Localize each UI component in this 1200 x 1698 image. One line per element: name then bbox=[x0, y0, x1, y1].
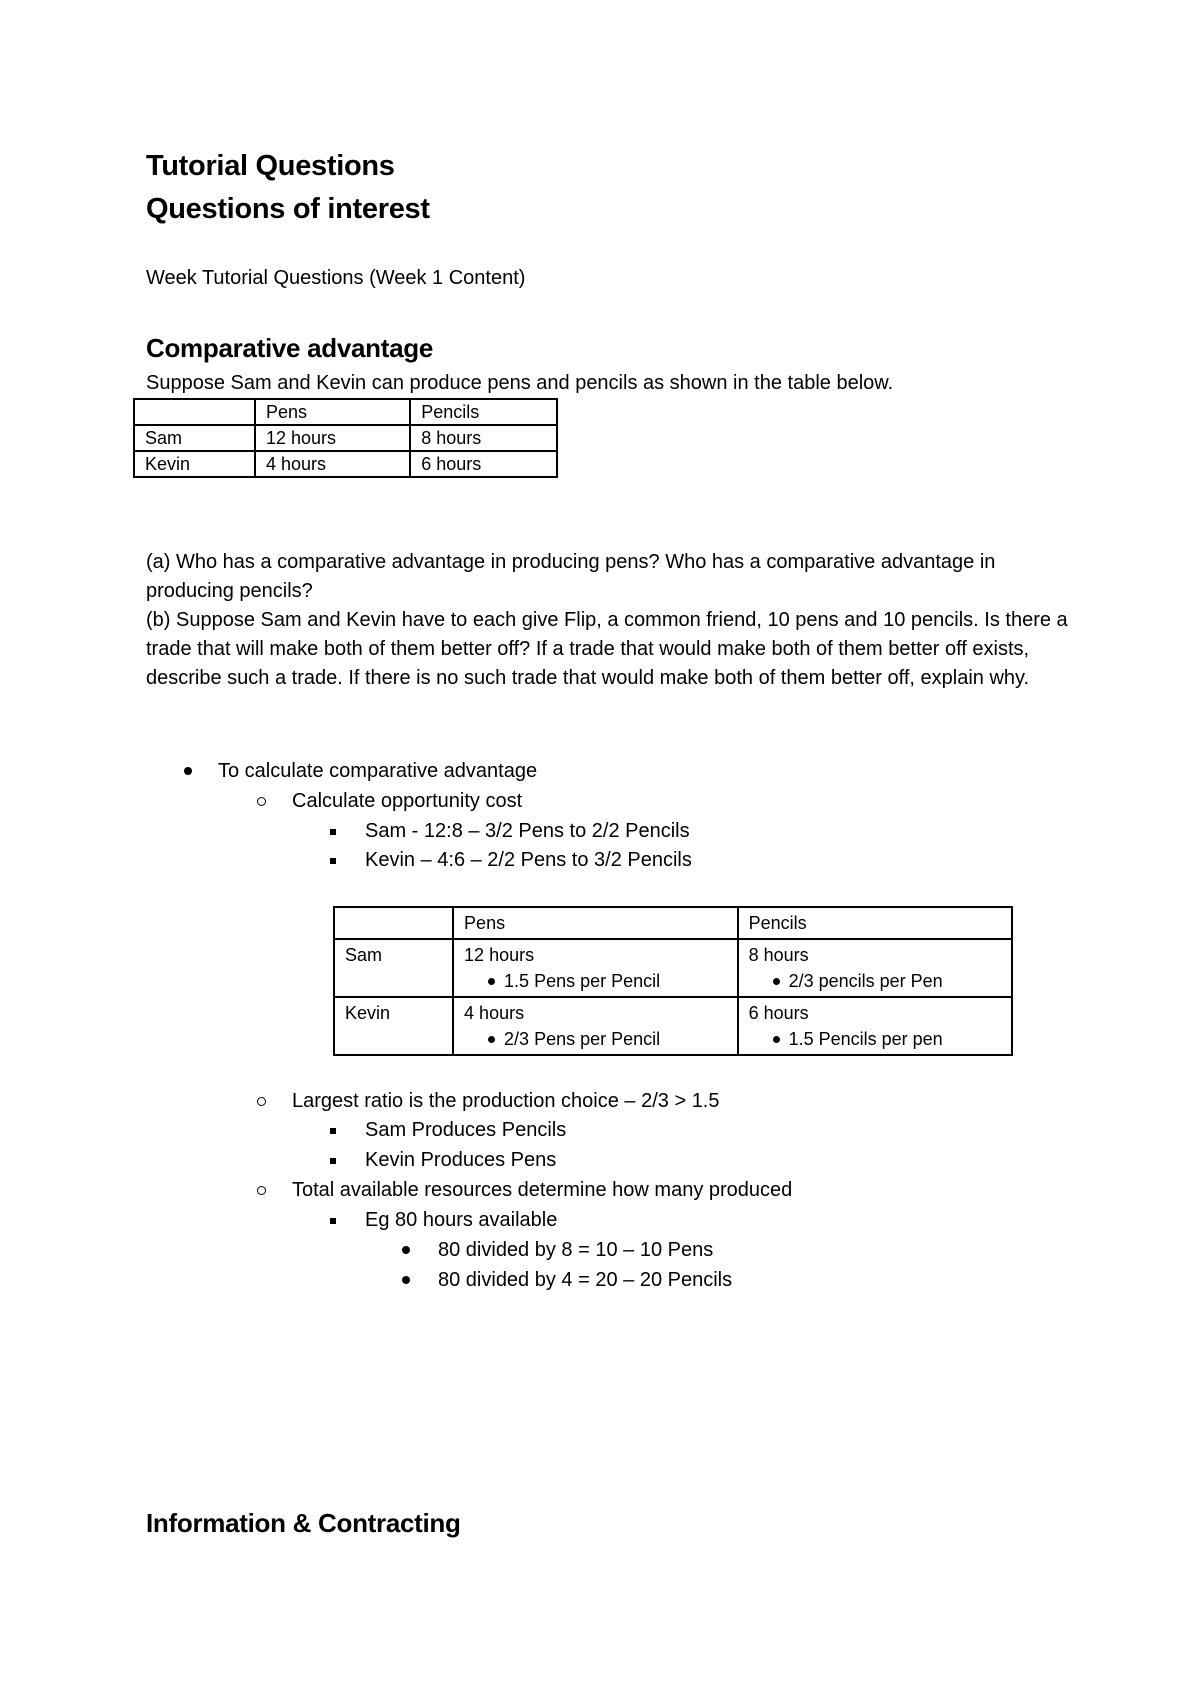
table-header-row bbox=[334, 907, 1012, 939]
table-cell: Sam bbox=[334, 939, 453, 997]
bullet-circle-icon bbox=[257, 797, 266, 806]
question-b: (b) Suppose Sam and Kevin have to each give Flip, a common friend, 10 pens and 10 pencils. Is there a trade that will make both of them better off? If a trade that would make both of them better off exists, describe such a trade. If there is no such trade that would make both of them better off, explain why. bbox=[146, 609, 1068, 689]
section-heading-information: Information & Contracting bbox=[146, 1508, 461, 1538]
table-cell bbox=[738, 939, 1012, 997]
table-cell: 4 hours bbox=[255, 451, 410, 477]
table-row bbox=[334, 997, 1012, 1055]
table-header-cell bbox=[134, 399, 255, 425]
bullet-disc-icon bbox=[402, 1276, 410, 1284]
cell-note: 2/3 Pens per Pencil bbox=[464, 1026, 727, 1052]
cell-hours: 8 hours bbox=[748, 945, 809, 965]
note-level3: Eg 80 hours available bbox=[365, 1209, 558, 1231]
cell-hours: 4 hours bbox=[464, 1003, 525, 1023]
table-row bbox=[334, 939, 1012, 997]
table-cell: 8 hours bbox=[410, 425, 557, 451]
table-header-cell: Pens bbox=[255, 399, 410, 425]
table-header-cell bbox=[334, 907, 453, 939]
table-cell: Sam bbox=[134, 425, 255, 451]
week-line: Week Tutorial Questions (Week 1 Content) bbox=[146, 267, 526, 289]
hours-table bbox=[133, 398, 558, 478]
note-level1: To calculate comparative advantage bbox=[218, 760, 538, 782]
note-level3: Kevin – 4:6 – 2/2 Pens to 3/2 Pencils bbox=[365, 849, 692, 871]
table-header-cell: Pencils bbox=[738, 907, 1012, 939]
bullet-square-icon bbox=[330, 1128, 336, 1134]
bullet-circle-icon bbox=[257, 1097, 266, 1106]
note-level2: Calculate opportunity cost bbox=[292, 790, 523, 812]
cell-note: 2/3 pencils per Pen bbox=[749, 968, 1001, 994]
table-cell: Kevin bbox=[134, 451, 255, 477]
table-cell bbox=[738, 997, 1012, 1055]
table-row bbox=[134, 425, 557, 451]
note-level3: Sam Produces Pencils bbox=[365, 1119, 567, 1141]
question-a: (a) Who has a comparative advantage in producing pens? Who has a comparative advantage in producing pencils? bbox=[146, 551, 996, 602]
table-cell: Kevin bbox=[334, 997, 453, 1055]
table-cell: 12 hours bbox=[255, 425, 410, 451]
table-header-row bbox=[134, 399, 557, 425]
note-level4: 80 divided by 4 = 20 – 20 Pencils bbox=[438, 1269, 733, 1291]
cell-hours: 6 hours bbox=[748, 1003, 809, 1023]
bullet-disc-icon bbox=[184, 767, 192, 775]
page-subtitle: Questions of interest bbox=[146, 193, 430, 225]
note-level4: 80 divided by 8 = 10 – 10 Pens bbox=[438, 1239, 714, 1261]
table-cell bbox=[453, 997, 738, 1055]
bullet-square-icon bbox=[330, 858, 336, 864]
cell-note: 1.5 Pencils per pen bbox=[749, 1026, 1001, 1052]
section-intro: Suppose Sam and Kevin can produce pens and pencils as shown in the table below. bbox=[146, 372, 894, 394]
bullet-circle-icon bbox=[257, 1186, 266, 1195]
section-heading-comparative: Comparative advantage bbox=[146, 333, 434, 363]
note-level3: Sam - 12:8 – 3/2 Pens to 2/2 Pencils bbox=[365, 820, 690, 842]
table-row bbox=[134, 451, 557, 477]
table-cell: 6 hours bbox=[410, 451, 557, 477]
note-level2: Largest ratio is the production choice – 2/3 > 1.5 bbox=[292, 1090, 720, 1112]
bullet-square-icon bbox=[330, 1218, 336, 1224]
table-header-cell: Pens bbox=[453, 907, 738, 939]
opportunity-cost-table bbox=[333, 906, 1013, 1056]
cell-hours: 12 hours bbox=[464, 945, 535, 965]
note-level2: Total available resources determine how many produced bbox=[292, 1179, 793, 1201]
table-header-cell: Pencils bbox=[410, 399, 557, 425]
bullet-square-icon bbox=[330, 829, 336, 835]
bullet-disc-icon bbox=[402, 1246, 410, 1254]
table-cell bbox=[453, 939, 738, 997]
page-title: Tutorial Questions bbox=[146, 150, 395, 182]
bullet-square-icon bbox=[330, 1158, 336, 1164]
note-level3: Kevin Produces Pens bbox=[365, 1149, 557, 1171]
cell-note: 1.5 Pens per Pencil bbox=[464, 968, 727, 994]
